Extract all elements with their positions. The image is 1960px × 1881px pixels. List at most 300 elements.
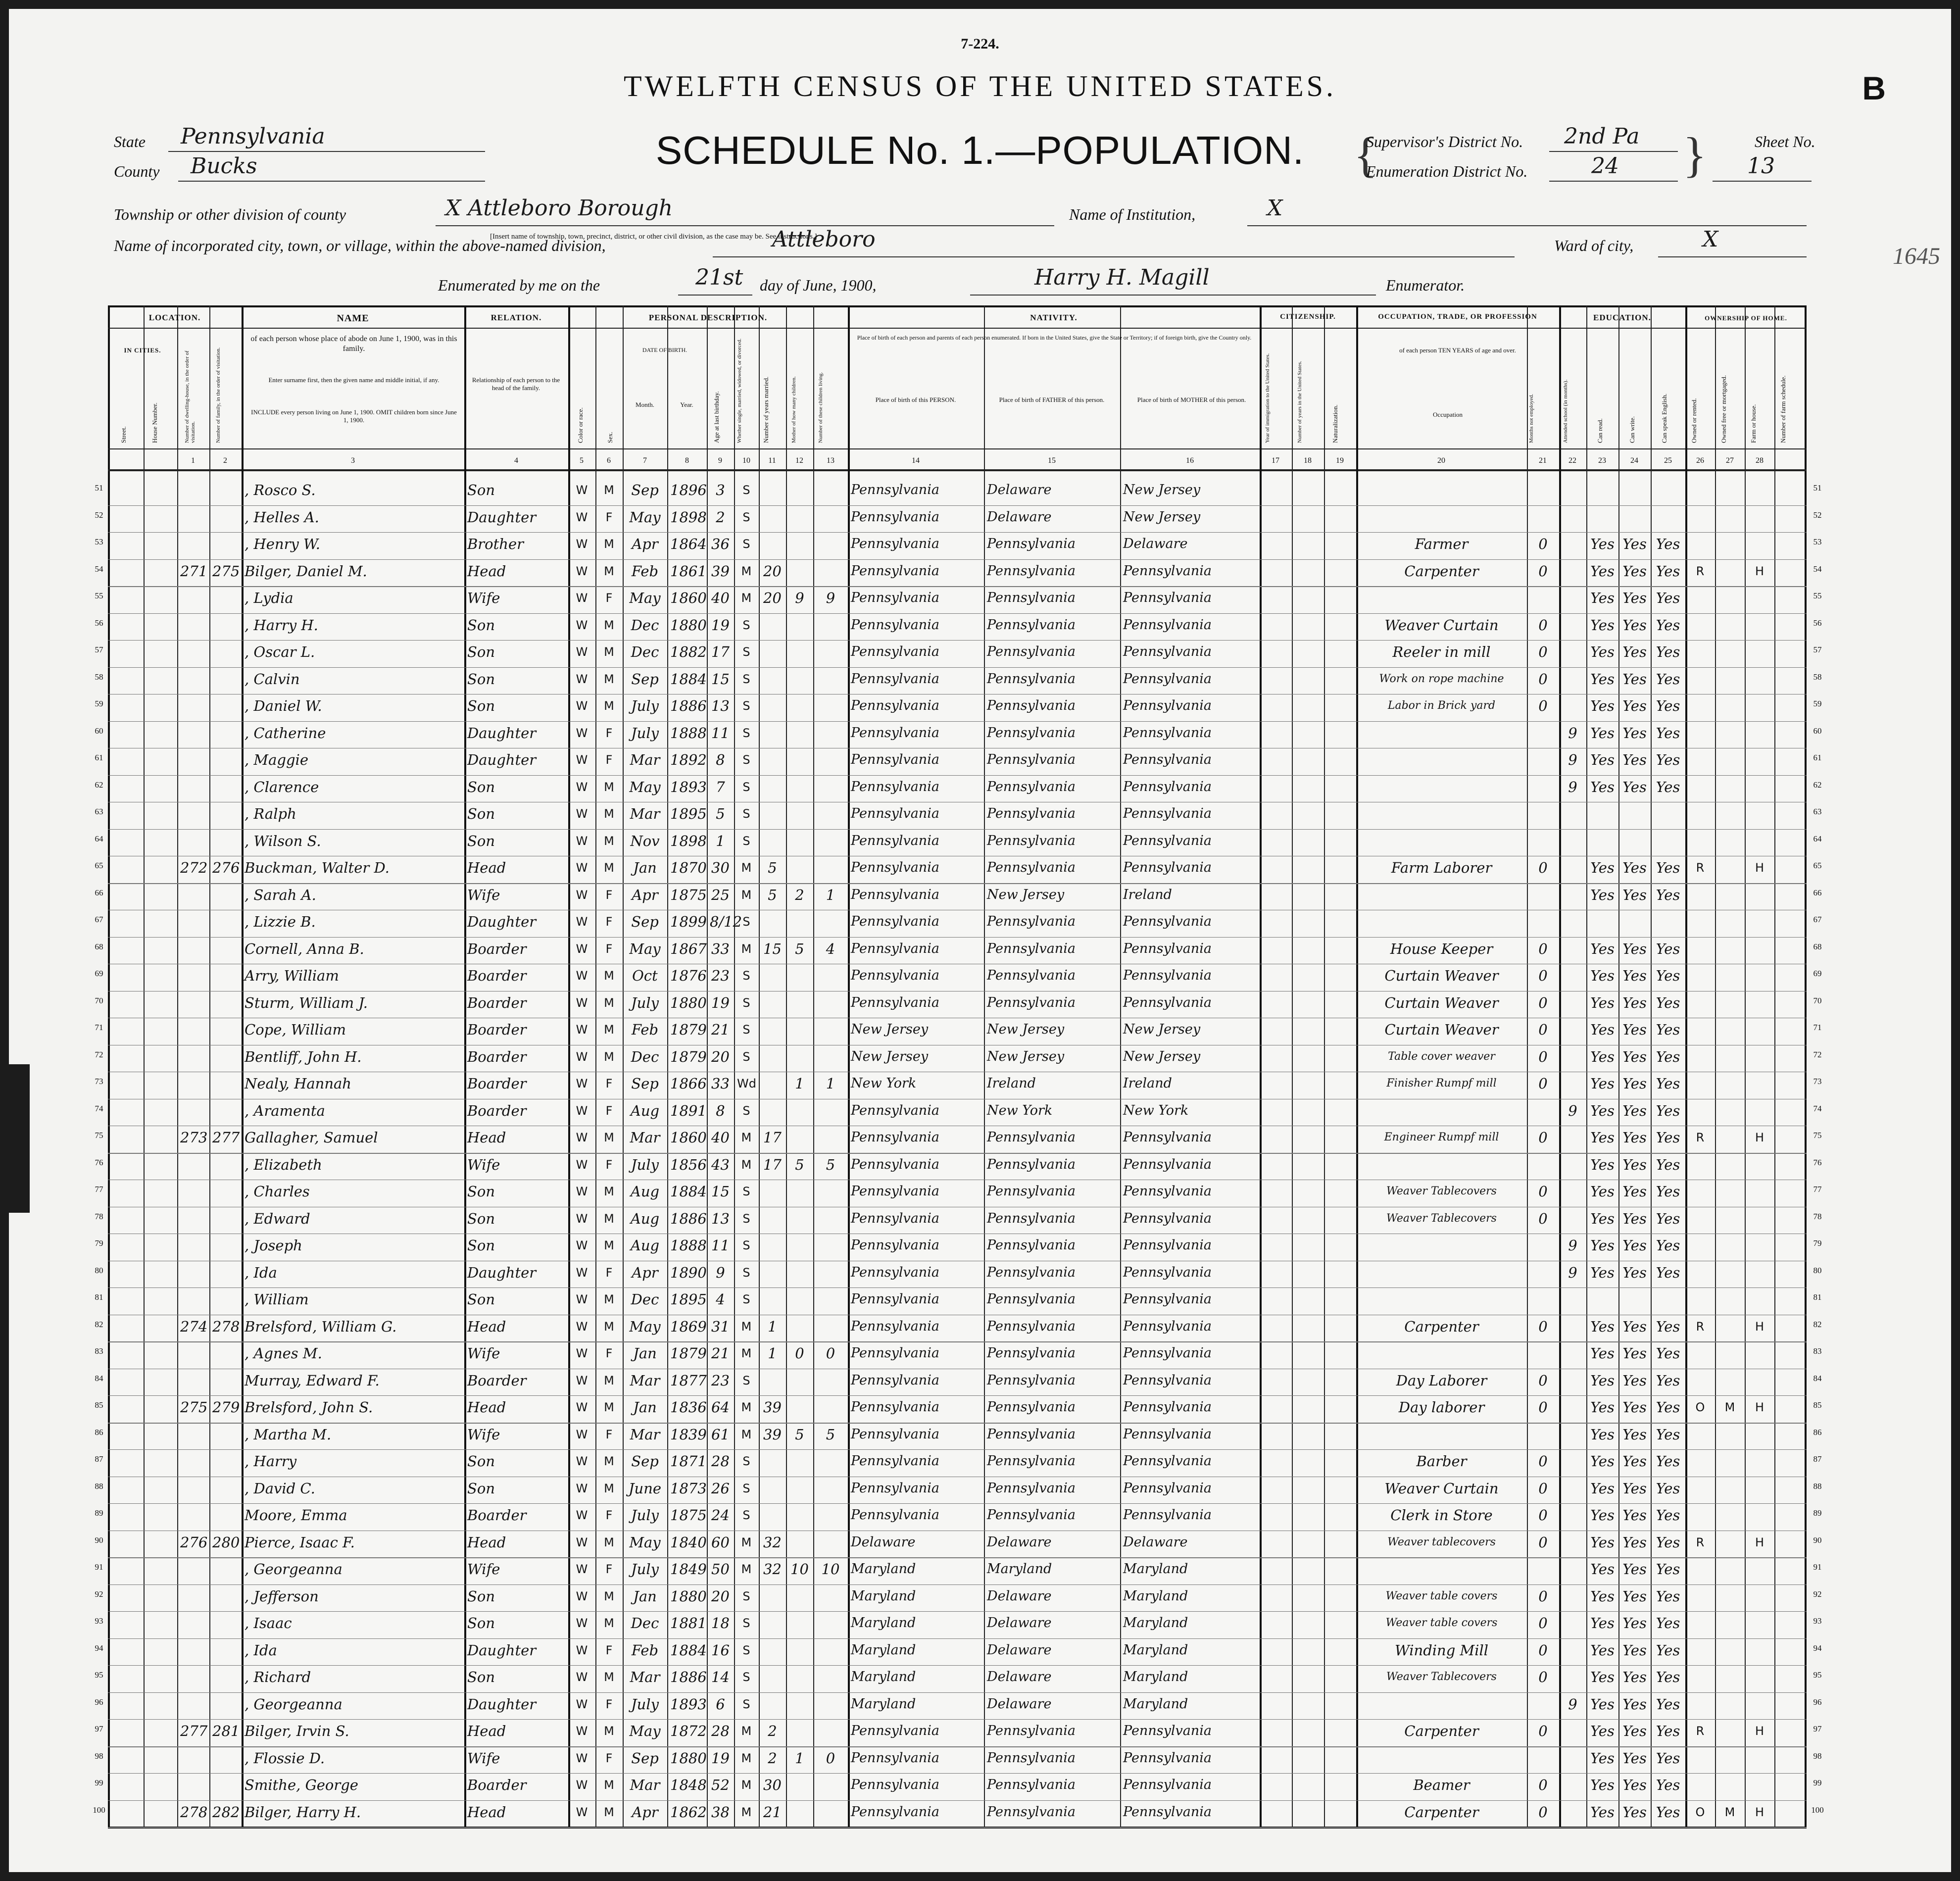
row-rule: [108, 1719, 1807, 1720]
cell-mo: Jan: [633, 859, 657, 876]
cell-ms: S: [742, 1023, 750, 1037]
column-divider: [1586, 305, 1587, 1829]
line-number: 83: [95, 1346, 103, 1356]
cell-ms: S: [742, 1697, 750, 1711]
cell-col: W: [576, 537, 588, 551]
cell-col: W: [576, 995, 588, 1010]
cell-p14: Pennsylvania: [987, 1480, 1076, 1496]
cell-p14: Delaware: [987, 1696, 1052, 1712]
cell-p13: Pennsylvania: [851, 617, 939, 633]
cell-p14: Pennsylvania: [987, 1507, 1076, 1523]
cell-p15: Pennsylvania: [1123, 1210, 1212, 1226]
city-value: Attleboro: [772, 227, 876, 252]
row-rule: [108, 559, 1807, 560]
cell-p15: Pennsylvania: [1123, 725, 1212, 741]
cell-name: Cope, William: [245, 1021, 346, 1038]
cell-rd: Yes: [1590, 1669, 1615, 1685]
cell-occ: Carpenter: [1404, 1318, 1479, 1335]
cell-name: , Agnes M.: [245, 1345, 322, 1362]
cell-wr: Yes: [1622, 1372, 1647, 1389]
cell-p14: New York: [987, 1102, 1053, 1118]
cell-p15: Maryland: [1123, 1642, 1188, 1658]
nativity-description: Place of birth of each person and parents of each person enumerated. If born in the United States, give the State or Territory; if of foreign birth, give the Country only.: [857, 334, 1252, 341]
cell-occ: Winding Mill: [1394, 1641, 1489, 1659]
cell-mo: July: [631, 1695, 659, 1713]
cell-sex: M: [604, 780, 614, 794]
naturalization-header: Naturalization.: [1331, 404, 1339, 443]
cell-rel: Son: [467, 778, 495, 795]
line-number: 68: [95, 941, 103, 951]
cell-name: , Isaac: [245, 1615, 292, 1632]
cell-col: W: [576, 1157, 588, 1172]
dob-header: DATE OF BIRTH.: [642, 346, 687, 353]
cell-yr: 1872: [670, 1723, 707, 1739]
cell-farm: H: [1755, 1724, 1764, 1738]
cell-mo: Apr: [632, 536, 658, 552]
cell-ms: S: [742, 726, 750, 740]
cell-occ: Curtain Weaver: [1384, 1021, 1499, 1038]
township-instruction: [Insert name of township, town, precinct, district, or other civil division, as the case may be. See instructions.]: [490, 233, 817, 241]
cell-occ: Beamer: [1413, 1777, 1470, 1793]
cell-yr: 1886: [670, 697, 707, 714]
cell-name: , David C.: [245, 1480, 315, 1497]
nativity-header: NATIVITY.: [1030, 313, 1078, 322]
cell-p13: Pennsylvania: [851, 1777, 939, 1792]
cell-ms: S: [742, 780, 750, 794]
cell-p14: Pennsylvania: [987, 698, 1076, 713]
cell-p13: Pennsylvania: [851, 1507, 939, 1523]
cell-en: Yes: [1656, 644, 1680, 660]
cell-rel: Daughter: [467, 1264, 537, 1281]
cell-p15: Pennsylvania: [1123, 752, 1212, 767]
line-number: 56: [95, 618, 103, 628]
cell-col: W: [576, 1103, 588, 1118]
cell-en: Yes: [1656, 1507, 1680, 1524]
cell-p13: Pennsylvania: [851, 1372, 939, 1388]
line-number: 68: [1813, 941, 1822, 951]
cell-rel: Son: [467, 1183, 495, 1200]
line-number: 79: [1813, 1238, 1822, 1248]
column-divider: [242, 305, 244, 1829]
cell-own: R: [1696, 1535, 1705, 1549]
cell-sex: F: [605, 1562, 613, 1576]
column-number: 27: [1726, 456, 1734, 465]
cell-en: Yes: [1656, 1561, 1680, 1578]
cell-own: O: [1695, 1805, 1705, 1819]
line-number: 51: [1813, 483, 1822, 493]
cell-rel: Son: [467, 670, 495, 688]
line-number: 52: [1813, 510, 1822, 520]
cell-wr: Yes: [1622, 1534, 1647, 1551]
cell-wr: Yes: [1622, 967, 1647, 984]
cell-mo: Mar: [630, 751, 660, 768]
cell-mu: 0: [1538, 562, 1548, 580]
cell-mo: Aug: [630, 1210, 660, 1227]
year-header: Year.: [680, 401, 693, 408]
cell-col: W: [576, 1778, 588, 1792]
cell-col: W: [576, 1427, 588, 1441]
cell-sex: M: [604, 1131, 614, 1144]
cell-age: 23: [711, 1372, 730, 1389]
cell-wr: Yes: [1622, 1480, 1647, 1497]
pob-father-header: Place of birth of FATHER of this person.: [999, 396, 1105, 403]
cell-rel: Brother: [467, 536, 524, 552]
cell-yr: 1898: [670, 832, 707, 849]
line-number: 60: [1813, 726, 1822, 736]
cell-ms: S: [742, 915, 750, 929]
column-divider: [1651, 305, 1652, 1829]
cell-mo: July: [631, 697, 659, 714]
county-value: Bucks: [191, 153, 257, 179]
line-number: 52: [95, 510, 103, 520]
cell-p14: Pennsylvania: [987, 1156, 1076, 1172]
line-number: 89: [95, 1508, 103, 1518]
cell-rd: Yes: [1590, 1453, 1615, 1470]
cell-age: 39: [711, 562, 730, 580]
cell-yr: 1864: [670, 536, 707, 552]
cell-yr: 1890: [670, 1264, 707, 1281]
cell-yr: 1891: [670, 1102, 707, 1119]
row-rule: [108, 1395, 1807, 1396]
cell-rd: Yes: [1590, 778, 1615, 795]
cell-rel: Boarder: [467, 1372, 527, 1389]
sheet-label: Sheet No.: [1755, 133, 1815, 150]
cell-age: 4: [716, 1291, 725, 1308]
cell-age: 5: [716, 805, 725, 822]
cell-yr: 1871: [670, 1453, 707, 1470]
cell-en: Yes: [1656, 1803, 1680, 1821]
cell-wr: Yes: [1622, 1669, 1647, 1685]
occupation-column-header: Occupation: [1433, 411, 1463, 418]
cell-wr: Yes: [1622, 1399, 1647, 1416]
cell-dw: 271: [180, 562, 208, 580]
cell-age: 25: [711, 886, 730, 903]
cell-rd: Yes: [1590, 670, 1615, 688]
cell-mo: Feb: [631, 1021, 659, 1038]
cell-rd: Yes: [1590, 1723, 1615, 1739]
cell-p14: Delaware: [987, 482, 1052, 497]
column-number: 13: [827, 456, 834, 465]
cell-mo: Sep: [631, 1749, 659, 1767]
row-rule: [108, 1341, 1807, 1342]
citizenship-header: CITIZENSHIP.: [1280, 313, 1336, 321]
cell-p15: Pennsylvania: [1123, 671, 1212, 687]
cell-farm: H: [1755, 1319, 1764, 1334]
cell-wr: Yes: [1622, 1156, 1647, 1173]
cell-mo: Dec: [631, 1291, 659, 1308]
supervisor-underline: [1549, 151, 1678, 152]
line-number: 65: [1813, 861, 1822, 870]
cell-sch: 9: [1568, 751, 1577, 768]
can-speak-english-header: Can speak English.: [1661, 393, 1668, 443]
cell-mc: 5: [795, 940, 804, 957]
cell-rel: Head: [467, 562, 506, 580]
cell-sch: 9: [1568, 1237, 1577, 1254]
cell-ms: S: [742, 1481, 750, 1495]
cell-mo: Oct: [632, 967, 658, 984]
cell-en: Yes: [1656, 1669, 1680, 1685]
cell-ms: S: [742, 510, 750, 524]
line-number: 97: [95, 1724, 103, 1733]
line-number: 96: [1813, 1697, 1822, 1707]
institution-value: X: [1267, 196, 1283, 221]
cell-en: Yes: [1656, 1372, 1680, 1389]
cell-p14: Pennsylvania: [987, 617, 1076, 633]
cell-mu: 0: [1538, 1777, 1548, 1793]
township-underline: [436, 225, 1054, 226]
cell-age: 8: [716, 1102, 725, 1119]
cell-own: R: [1696, 1319, 1705, 1334]
cell-col: W: [576, 1616, 588, 1630]
row-rule: [108, 1557, 1807, 1558]
cell-mo: Dec: [631, 1615, 659, 1632]
line-number: 61: [95, 753, 103, 762]
enumerator-underline: [970, 295, 1376, 296]
cell-p13: Pennsylvania: [851, 1238, 939, 1253]
cell-mu: 0: [1538, 1183, 1548, 1200]
cell-mu: 0: [1538, 1453, 1548, 1470]
cell-cl: 5: [826, 1426, 835, 1443]
supervisor-value: 2nd Pa: [1564, 124, 1640, 149]
cell-p15: Pennsylvania: [1123, 590, 1212, 605]
cell-fam: 281: [212, 1723, 240, 1739]
column-divider: [209, 305, 210, 1829]
cell-fam: 276: [212, 859, 240, 876]
column-number: 8: [685, 456, 689, 465]
line-number: 64: [95, 834, 103, 843]
cell-p13: Pennsylvania: [851, 536, 939, 551]
cell-col: W: [576, 1643, 588, 1657]
cell-rel: Son: [467, 1669, 495, 1685]
cell-p15: Pennsylvania: [1123, 563, 1212, 579]
cell-mo: May: [629, 778, 661, 795]
cell-p14: Pennsylvania: [987, 1777, 1076, 1792]
ward-label: Ward of city,: [1554, 237, 1634, 254]
cell-p13: Pennsylvania: [851, 1480, 939, 1496]
cell-wr: Yes: [1622, 1210, 1647, 1227]
cell-mu: 0: [1538, 536, 1548, 552]
cell-p14: Pennsylvania: [987, 1426, 1076, 1442]
cell-occ: Finisher Rumpf mill: [1386, 1077, 1497, 1089]
cell-yr: 1875: [670, 1507, 707, 1524]
cell-name: , Clarence: [245, 778, 319, 795]
line-number: 72: [95, 1049, 103, 1059]
cell-name: , Jefferson: [245, 1587, 319, 1605]
cell-rel: Son: [467, 1237, 495, 1254]
cell-ms: S: [742, 1103, 750, 1118]
location-header: LOCATION.: [148, 313, 201, 322]
cell-rel: Wife: [467, 590, 500, 606]
cell-mo: Mar: [630, 805, 660, 822]
color-header: Color or race.: [577, 407, 584, 443]
cell-yr: 1849: [670, 1561, 707, 1578]
column-number: 2: [223, 456, 227, 465]
cell-rel: Son: [467, 1615, 495, 1632]
cell-age: 33: [711, 1075, 730, 1092]
cell-p13: Pennsylvania: [851, 968, 939, 983]
cell-sex: M: [604, 672, 614, 686]
cell-mo: Sep: [631, 670, 659, 688]
cell-p14: Pennsylvania: [987, 940, 1076, 956]
ed-label: Enumeration District No.: [1366, 162, 1528, 180]
line-number: 75: [95, 1131, 103, 1140]
column-number: 10: [742, 456, 750, 465]
marital-header: Whether single, married, widowed, or divorced.: [736, 338, 742, 443]
ward-value: X: [1703, 227, 1718, 252]
cell-name: Bilger, Daniel M.: [245, 562, 367, 580]
cell-wr: Yes: [1622, 1777, 1647, 1793]
cell-ms: M: [741, 1157, 752, 1172]
cell-name: , Georgeanna: [245, 1561, 343, 1578]
enumerated-mid: day of June, 1900,: [760, 276, 877, 294]
cell-rd: Yes: [1590, 1021, 1615, 1038]
cell-age: 8/12: [710, 913, 742, 930]
line-number: 53: [1813, 537, 1822, 546]
row-rule: [108, 883, 1807, 884]
cell-rel: Head: [467, 1534, 506, 1551]
cell-ms: M: [741, 1346, 752, 1360]
column-divider: [1120, 305, 1121, 1829]
cell-own: O: [1695, 1400, 1705, 1414]
cell-en: Yes: [1656, 1318, 1680, 1335]
cell-rd: Yes: [1590, 1264, 1615, 1281]
cell-p15: Pennsylvania: [1123, 1156, 1212, 1172]
cell-p15: Pennsylvania: [1123, 1291, 1212, 1307]
line-number: 54: [95, 564, 103, 574]
cell-rd: Yes: [1590, 536, 1615, 552]
cell-mu: 0: [1538, 1723, 1548, 1739]
cell-name: , Charles: [245, 1183, 310, 1200]
city-label: Name of incorporated city, town, or village, within the above-named division,: [114, 237, 606, 254]
cell-ms: S: [742, 483, 750, 497]
line-number: 67: [1813, 915, 1822, 924]
cell-en: Yes: [1656, 697, 1680, 714]
column-number: 3: [351, 456, 355, 465]
cell-age: 19: [711, 1749, 730, 1767]
cell-yr: 1893: [670, 778, 707, 795]
cell-mu: 0: [1538, 1318, 1548, 1335]
cell-en: Yes: [1656, 1777, 1680, 1793]
years-us-header: Number of years in the United States.: [1297, 361, 1303, 443]
cell-name: , Martha M.: [245, 1426, 332, 1443]
line-number: 72: [1813, 1049, 1822, 1059]
line-number: 66: [95, 888, 103, 897]
line-number: 100: [1811, 1805, 1824, 1815]
row-rule: [108, 775, 1807, 776]
line-number: 71: [1813, 1023, 1822, 1032]
cell-name: , Lizzie B.: [245, 913, 316, 930]
cell-wr: Yes: [1622, 1615, 1647, 1632]
cell-yr: 1870: [670, 859, 707, 876]
cell-name: , Wilson S.: [245, 832, 321, 849]
cell-p13: Pennsylvania: [851, 1210, 939, 1226]
cell-yr: 1881: [670, 1615, 707, 1632]
cell-rel: Son: [467, 1587, 495, 1605]
cell-wr: Yes: [1622, 724, 1647, 742]
cell-rd: Yes: [1590, 1048, 1615, 1065]
cell-age: 64: [711, 1399, 730, 1416]
cell-wr: Yes: [1622, 616, 1647, 634]
cell-age: 20: [711, 1048, 730, 1065]
children-living-header: Number of these children living.: [818, 372, 824, 443]
cell-p13: Pennsylvania: [851, 1426, 939, 1442]
cell-name: Buckman, Walter D.: [245, 859, 390, 876]
cell-col: W: [576, 1373, 588, 1387]
column-number: 5: [580, 456, 584, 465]
cell-age: 50: [711, 1561, 730, 1578]
cell-age: 31: [711, 1318, 730, 1335]
cell-mc: 10: [790, 1561, 809, 1578]
cell-sex: M: [604, 1481, 614, 1495]
cell-ms: M: [741, 1751, 752, 1765]
cell-age: 21: [711, 1021, 730, 1038]
cell-ms: S: [742, 1373, 750, 1387]
line-number: 93: [95, 1616, 103, 1626]
cell-dw: 274: [180, 1318, 208, 1335]
cell-yr: 1884: [670, 1641, 707, 1659]
line-number: 90: [95, 1535, 103, 1545]
cell-wr: Yes: [1622, 644, 1647, 660]
cell-wr: Yes: [1622, 1264, 1647, 1281]
cell-name: , Oscar L.: [245, 644, 315, 660]
cell-p15: Pennsylvania: [1123, 833, 1212, 848]
cell-dw: 277: [180, 1723, 208, 1739]
cell-ym: 21: [763, 1803, 782, 1821]
cell-col: W: [576, 1346, 588, 1360]
sex-header: Sex.: [606, 432, 614, 443]
line-number: 81: [95, 1292, 103, 1302]
cell-sex: M: [604, 618, 614, 632]
cell-mu: 0: [1538, 967, 1548, 984]
cell-col: W: [576, 591, 588, 605]
cell-mo: Mar: [630, 1777, 660, 1793]
cell-name: , Aramenta: [245, 1102, 325, 1119]
cell-en: Yes: [1656, 1695, 1680, 1713]
cell-wr: Yes: [1622, 1587, 1647, 1605]
cell-name: Gallagher, Samuel: [245, 1129, 378, 1146]
column-number: 16: [1186, 456, 1194, 465]
cell-p15: Pennsylvania: [1123, 1777, 1212, 1792]
cell-mo: Sep: [631, 1075, 659, 1092]
line-number: 82: [95, 1319, 103, 1329]
row-rule: [108, 721, 1807, 722]
cell-rel: Son: [467, 832, 495, 849]
cell-p14: Pennsylvania: [987, 914, 1076, 929]
cell-rel: Head: [467, 1723, 506, 1739]
cell-mc: 1: [795, 1075, 804, 1092]
cell-wr: Yes: [1622, 1075, 1647, 1092]
cell-occ: Weaver tablecovers: [1387, 1535, 1496, 1548]
cell-ym: 30: [763, 1777, 782, 1793]
cell-ms: S: [742, 1265, 750, 1280]
cell-mu: 0: [1538, 1641, 1548, 1659]
cell-rel: Wife: [467, 1426, 500, 1443]
cell-p14: Pennsylvania: [987, 1238, 1076, 1253]
cell-p15: Pennsylvania: [1123, 1480, 1212, 1496]
cell-mu: 0: [1538, 1534, 1548, 1551]
column-divider: [1715, 305, 1716, 1829]
column-number: 18: [1304, 456, 1312, 465]
column-divider: [144, 305, 145, 1829]
cell-rd: Yes: [1590, 1777, 1615, 1793]
column-divider: [1356, 305, 1358, 1829]
cell-mo: June: [628, 1480, 662, 1497]
cell-name: , Rosco S.: [245, 482, 316, 498]
cell-sex: M: [604, 483, 614, 497]
line-number: 98: [1813, 1751, 1822, 1761]
line-number: 63: [95, 807, 103, 816]
cell-name: , Henry W.: [245, 536, 320, 552]
